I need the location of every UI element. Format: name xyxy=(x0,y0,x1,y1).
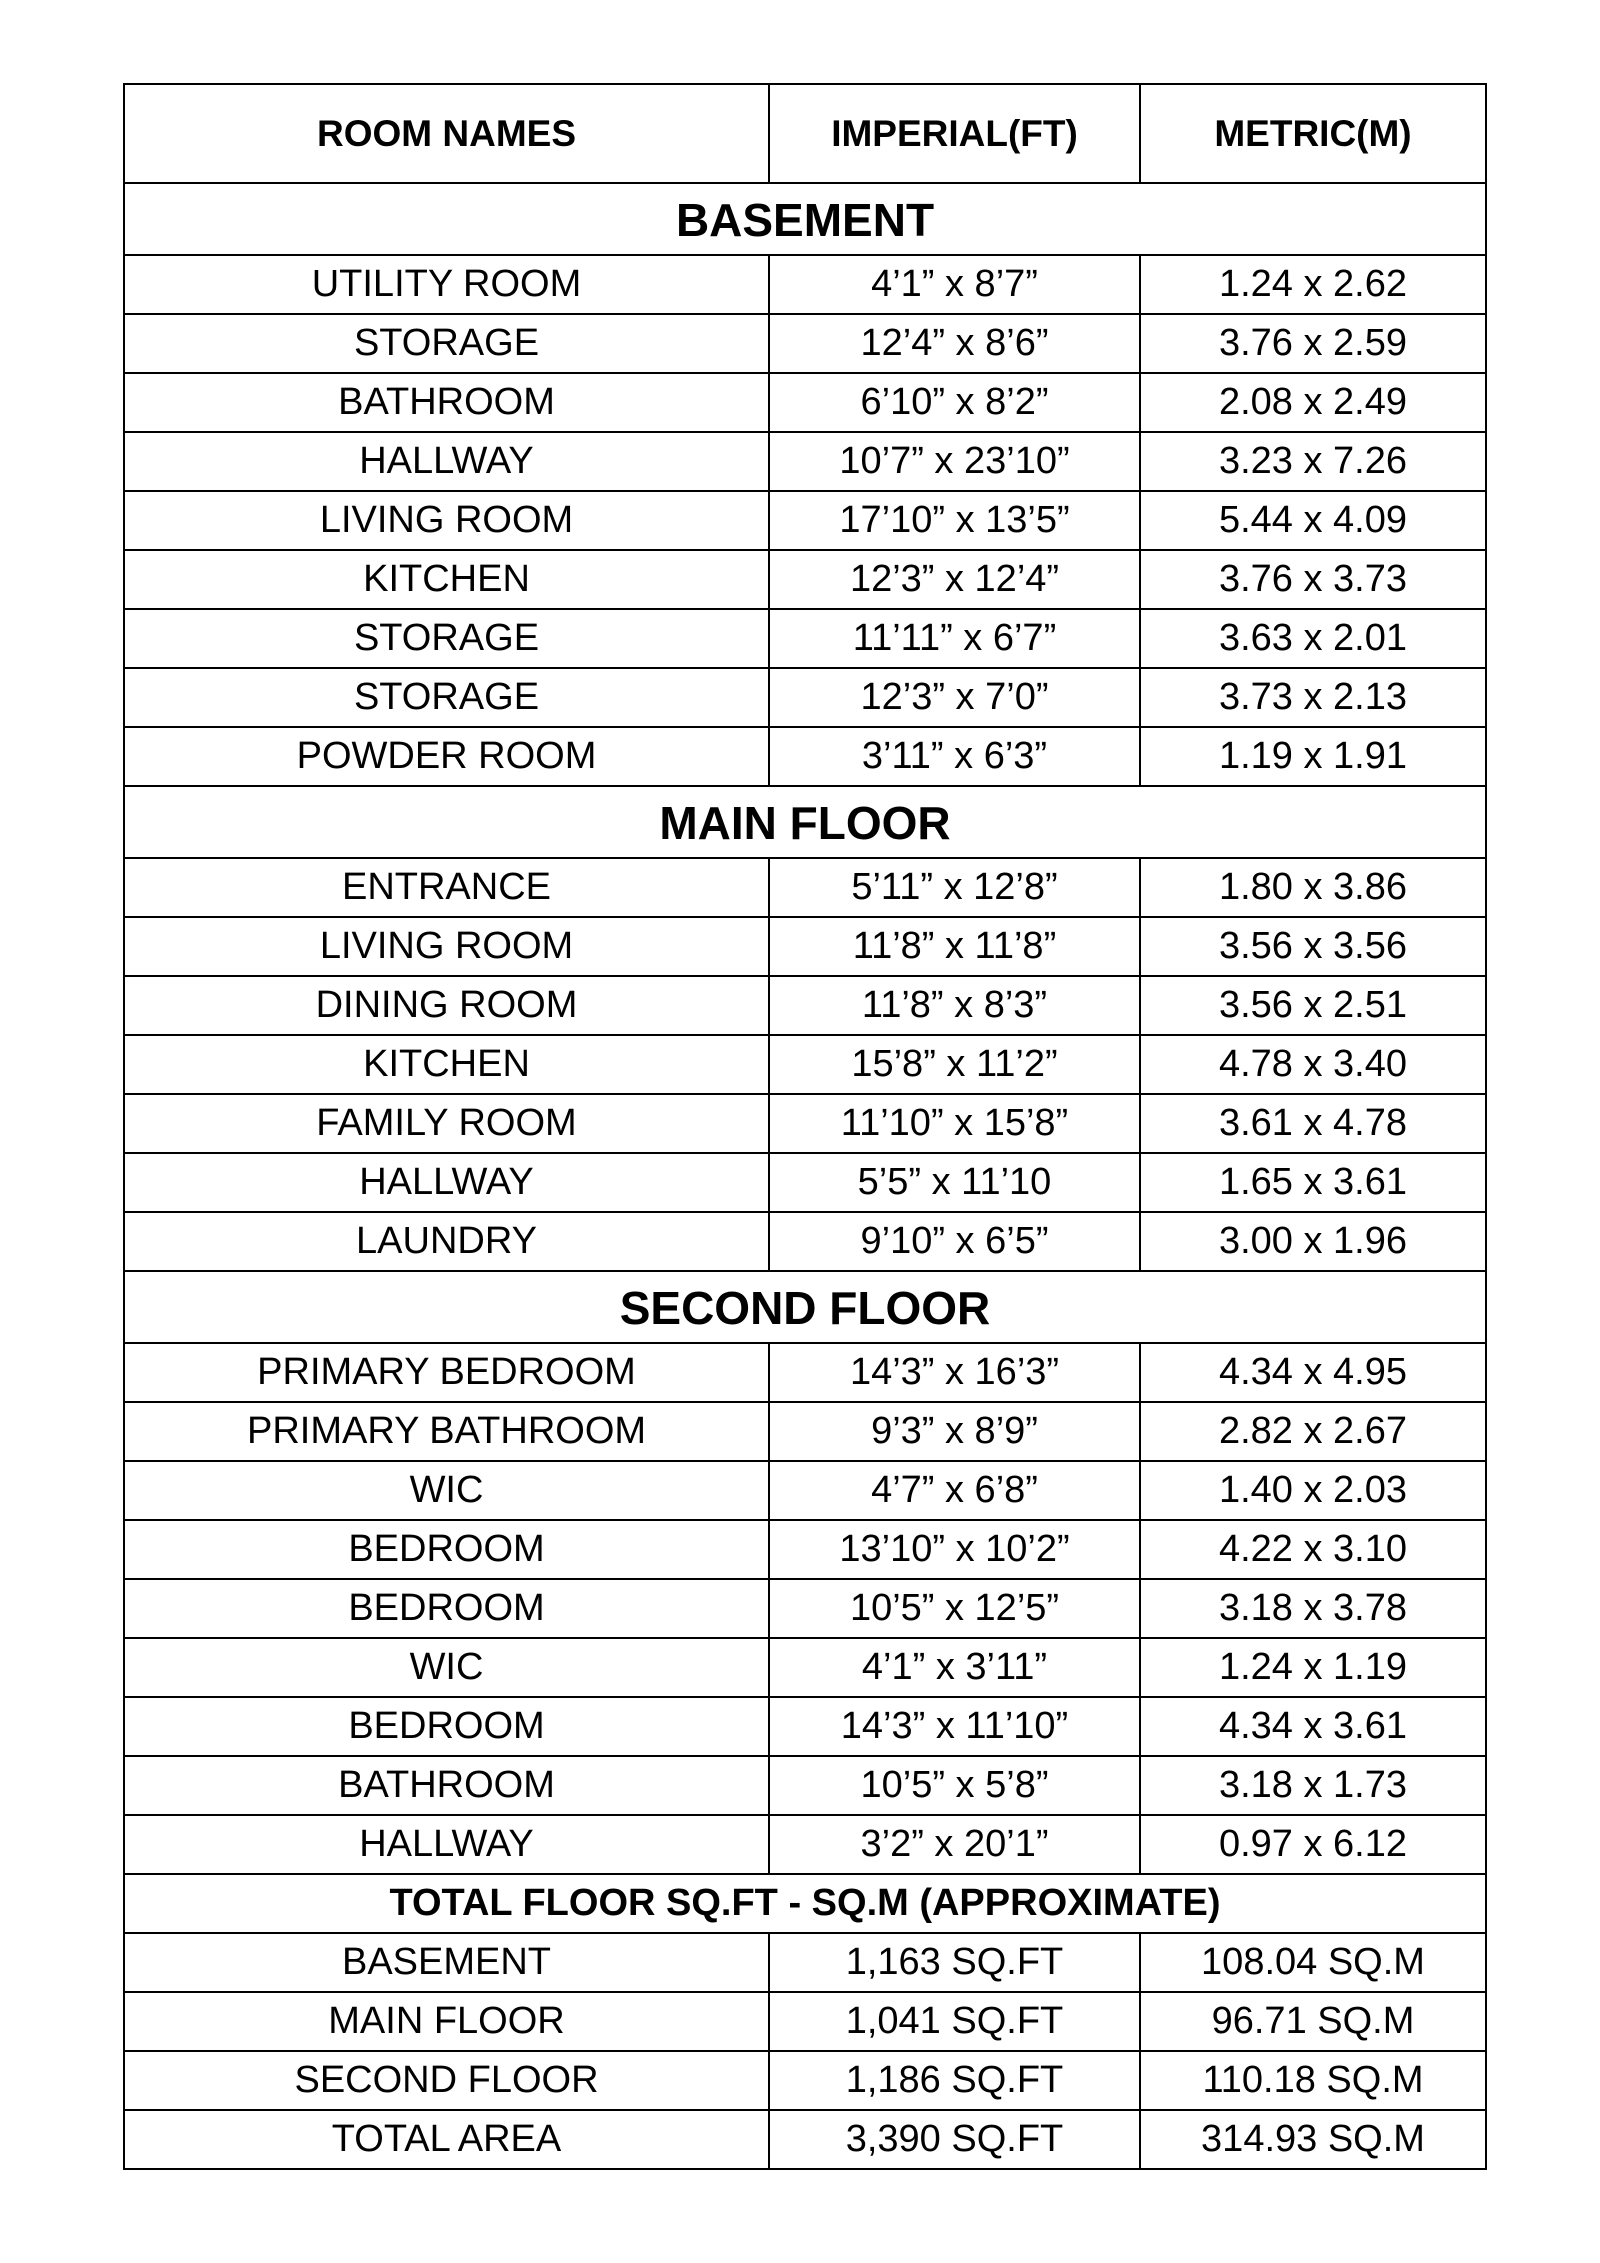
header-room-names: ROOM NAMES xyxy=(124,84,769,183)
section-title: MAIN FLOOR xyxy=(124,786,1486,858)
room-name-cell: BEDROOM xyxy=(124,1579,769,1638)
header-imperial: IMPERIAL(FT) xyxy=(769,84,1140,183)
section-header-row xyxy=(124,183,1486,255)
room-name-cell: TOTAL AREA xyxy=(124,2110,769,2169)
room-name-cell: STORAGE xyxy=(124,609,769,668)
section-header-row xyxy=(124,786,1486,858)
table-row xyxy=(124,550,1486,609)
room-name-cell: BASEMENT xyxy=(124,1933,769,1992)
metric-cell: 0.97 x 6.12 xyxy=(1140,1815,1486,1874)
totals-row xyxy=(124,1933,1486,1992)
imperial-cell: 12’3” x 7’0” xyxy=(769,668,1140,727)
imperial-cell: 5’5” x 11’10 xyxy=(769,1153,1140,1212)
metric-cell: 1.24 x 2.62 xyxy=(1140,255,1486,314)
imperial-cell: 5’11” x 12’8” xyxy=(769,858,1140,917)
metric-cell: 2.08 x 2.49 xyxy=(1140,373,1486,432)
imperial-cell: 1,163 SQ.FT xyxy=(769,1933,1140,1992)
table-row xyxy=(124,1153,1486,1212)
metric-cell: 1.24 x 1.19 xyxy=(1140,1638,1486,1697)
table-row xyxy=(124,432,1486,491)
section-title: SECOND FLOOR xyxy=(124,1271,1486,1343)
metric-cell: 4.34 x 3.61 xyxy=(1140,1697,1486,1756)
room-name-cell: ENTRANCE xyxy=(124,858,769,917)
table-row xyxy=(124,668,1486,727)
table-body xyxy=(124,84,1486,2169)
imperial-cell: 3,390 SQ.FT xyxy=(769,2110,1140,2169)
imperial-cell: 4’1” x 8’7” xyxy=(769,255,1140,314)
imperial-cell: 14’3” x 16’3” xyxy=(769,1343,1140,1402)
table-row xyxy=(124,858,1486,917)
table-row xyxy=(124,1212,1486,1271)
metric-cell: 96.71 SQ.M xyxy=(1140,1992,1486,2051)
table-row xyxy=(124,917,1486,976)
section-title: BASEMENT xyxy=(124,183,1486,255)
room-name-cell: HALLWAY xyxy=(124,1815,769,1874)
imperial-cell: 4’7” x 6’8” xyxy=(769,1461,1140,1520)
section-header-row xyxy=(124,1271,1486,1343)
header-metric: METRIC(M) xyxy=(1140,84,1486,183)
room-dimensions-table xyxy=(123,83,1487,2170)
metric-cell: 5.44 x 4.09 xyxy=(1140,491,1486,550)
room-name-cell: HALLWAY xyxy=(124,432,769,491)
table-row xyxy=(124,1815,1486,1874)
table-row xyxy=(124,1343,1486,1402)
room-name-cell: UTILITY ROOM xyxy=(124,255,769,314)
imperial-cell: 11’11” x 6’7” xyxy=(769,609,1140,668)
imperial-cell: 12’4” x 8’6” xyxy=(769,314,1140,373)
room-name-cell: KITCHEN xyxy=(124,1035,769,1094)
metric-cell: 110.18 SQ.M xyxy=(1140,2051,1486,2110)
imperial-cell: 3’2” x 20’1” xyxy=(769,1815,1140,1874)
metric-cell: 3.61 x 4.78 xyxy=(1140,1094,1486,1153)
metric-cell: 314.93 SQ.M xyxy=(1140,2110,1486,2169)
room-name-cell: WIC xyxy=(124,1638,769,1697)
table-row xyxy=(124,727,1486,786)
table-row xyxy=(124,255,1486,314)
totals-row xyxy=(124,2051,1486,2110)
imperial-cell: 10’5” x 12’5” xyxy=(769,1579,1140,1638)
table-row xyxy=(124,1638,1486,1697)
imperial-cell: 9’3” x 8’9” xyxy=(769,1402,1140,1461)
room-name-cell: SECOND FLOOR xyxy=(124,2051,769,2110)
metric-cell: 2.82 x 2.67 xyxy=(1140,1402,1486,1461)
imperial-cell: 4’1” x 3’11” xyxy=(769,1638,1140,1697)
imperial-cell: 3’11” x 6’3” xyxy=(769,727,1140,786)
imperial-cell: 6’10” x 8’2” xyxy=(769,373,1140,432)
totals-row xyxy=(124,1992,1486,2051)
table-row xyxy=(124,609,1486,668)
header-row xyxy=(124,84,1486,183)
room-name-cell: STORAGE xyxy=(124,314,769,373)
room-name-cell: LIVING ROOM xyxy=(124,491,769,550)
totals-header-row xyxy=(124,1874,1486,1933)
imperial-cell: 15’8” x 11’2” xyxy=(769,1035,1140,1094)
metric-cell: 3.56 x 2.51 xyxy=(1140,976,1486,1035)
table-row xyxy=(124,1461,1486,1520)
metric-cell: 4.34 x 4.95 xyxy=(1140,1343,1486,1402)
imperial-cell: 1,041 SQ.FT xyxy=(769,1992,1140,2051)
imperial-cell: 11’10” x 15’8” xyxy=(769,1094,1140,1153)
metric-cell: 3.56 x 3.56 xyxy=(1140,917,1486,976)
metric-cell: 3.23 x 7.26 xyxy=(1140,432,1486,491)
room-name-cell: POWDER ROOM xyxy=(124,727,769,786)
room-name-cell: BEDROOM xyxy=(124,1697,769,1756)
imperial-cell: 11’8” x 8’3” xyxy=(769,976,1140,1035)
room-name-cell: DINING ROOM xyxy=(124,976,769,1035)
room-name-cell: FAMILY ROOM xyxy=(124,1094,769,1153)
metric-cell: 3.73 x 2.13 xyxy=(1140,668,1486,727)
room-name-cell: BATHROOM xyxy=(124,373,769,432)
room-name-cell: LAUNDRY xyxy=(124,1212,769,1271)
table-row xyxy=(124,1579,1486,1638)
room-name-cell: PRIMARY BATHROOM xyxy=(124,1402,769,1461)
room-name-cell: STORAGE xyxy=(124,668,769,727)
imperial-cell: 10’5” x 5’8” xyxy=(769,1756,1140,1815)
table-row xyxy=(124,314,1486,373)
table-row xyxy=(124,976,1486,1035)
table-row xyxy=(124,1035,1486,1094)
room-name-cell: KITCHEN xyxy=(124,550,769,609)
imperial-cell: 9’10” x 6’5” xyxy=(769,1212,1140,1271)
imperial-cell: 17’10” x 13’5” xyxy=(769,491,1140,550)
totals-title: TOTAL FLOOR SQ.FT - SQ.M (APPROXIMATE) xyxy=(124,1874,1486,1933)
metric-cell: 3.18 x 1.73 xyxy=(1140,1756,1486,1815)
room-name-cell: BATHROOM xyxy=(124,1756,769,1815)
metric-cell: 1.80 x 3.86 xyxy=(1140,858,1486,917)
table-row xyxy=(124,373,1486,432)
imperial-cell: 11’8” x 11’8” xyxy=(769,917,1140,976)
table-row xyxy=(124,1094,1486,1153)
room-name-cell: LIVING ROOM xyxy=(124,917,769,976)
imperial-cell: 14’3” x 11’10” xyxy=(769,1697,1140,1756)
room-name-cell: MAIN FLOOR xyxy=(124,1992,769,2051)
imperial-cell: 1,186 SQ.FT xyxy=(769,2051,1140,2110)
imperial-cell: 10’7” x 23’10” xyxy=(769,432,1140,491)
totals-row xyxy=(124,2110,1486,2169)
metric-cell: 4.78 x 3.40 xyxy=(1140,1035,1486,1094)
metric-cell: 3.18 x 3.78 xyxy=(1140,1579,1486,1638)
table-row xyxy=(124,1756,1486,1815)
room-name-cell: PRIMARY BEDROOM xyxy=(124,1343,769,1402)
metric-cell: 3.76 x 2.59 xyxy=(1140,314,1486,373)
table-row xyxy=(124,1520,1486,1579)
metric-cell: 3.76 x 3.73 xyxy=(1140,550,1486,609)
metric-cell: 4.22 x 3.10 xyxy=(1140,1520,1486,1579)
table-row xyxy=(124,1697,1486,1756)
imperial-cell: 13’10” x 10’2” xyxy=(769,1520,1140,1579)
room-name-cell: BEDROOM xyxy=(124,1520,769,1579)
metric-cell: 3.63 x 2.01 xyxy=(1140,609,1486,668)
metric-cell: 1.65 x 3.61 xyxy=(1140,1153,1486,1212)
room-name-cell: HALLWAY xyxy=(124,1153,769,1212)
metric-cell: 1.40 x 2.03 xyxy=(1140,1461,1486,1520)
metric-cell: 1.19 x 1.91 xyxy=(1140,727,1486,786)
room-name-cell: WIC xyxy=(124,1461,769,1520)
table-row xyxy=(124,491,1486,550)
table-row xyxy=(124,1402,1486,1461)
imperial-cell: 12’3” x 12’4” xyxy=(769,550,1140,609)
metric-cell: 3.00 x 1.96 xyxy=(1140,1212,1486,1271)
metric-cell: 108.04 SQ.M xyxy=(1140,1933,1486,1992)
